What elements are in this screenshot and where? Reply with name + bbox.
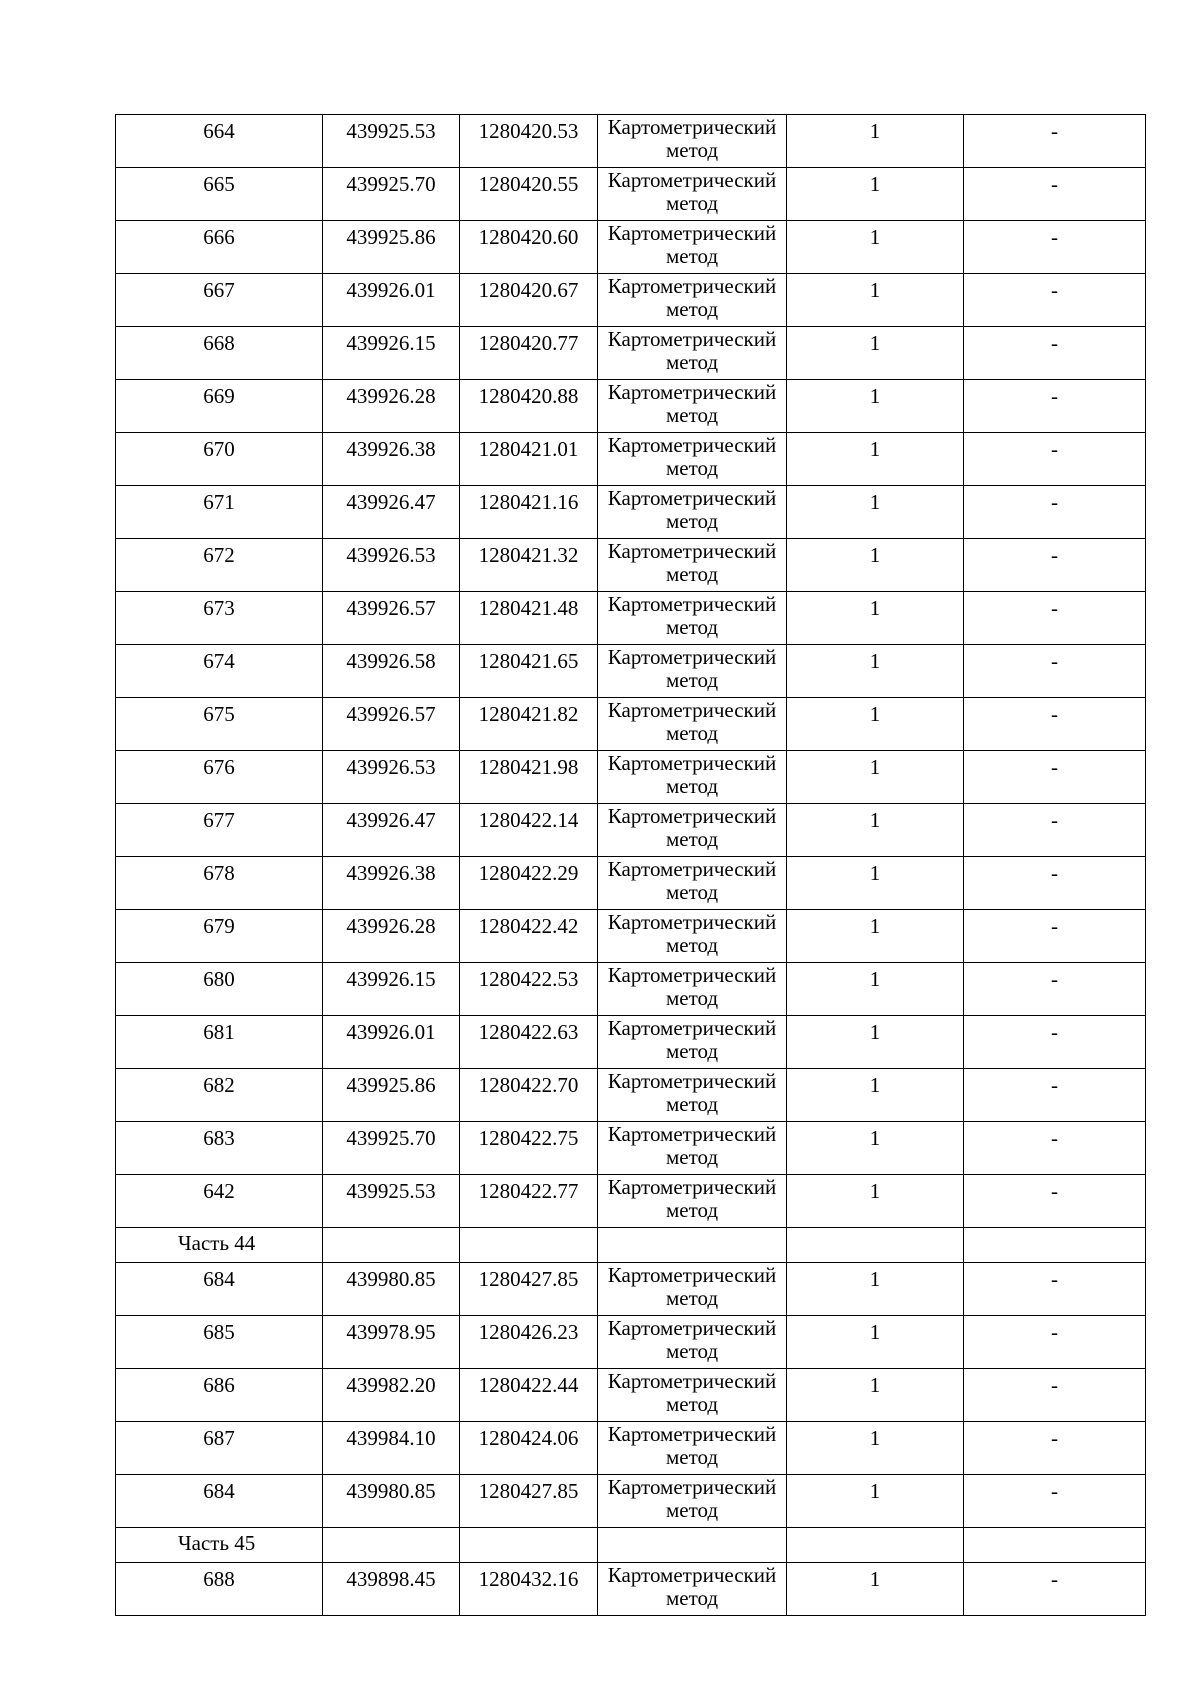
y-coordinate-cell: 1280421.16: [460, 486, 598, 539]
method-text-line2: метод: [665, 1445, 719, 1469]
note-cell: -: [964, 1422, 1146, 1475]
note-cell: -: [964, 1316, 1146, 1369]
table-row: [116, 910, 1146, 963]
empty-cell: [787, 1228, 964, 1263]
point-number-cell: 668: [116, 327, 323, 380]
method-text-line2: метод: [665, 880, 719, 904]
method-cell: [598, 221, 787, 274]
point-number-cell: 642: [116, 1175, 323, 1228]
table-row: [116, 751, 1146, 804]
note-cell: -: [964, 1369, 1146, 1422]
table-row: [116, 380, 1146, 433]
method-text-line2: метод: [665, 1198, 719, 1222]
accuracy-cell: 1: [787, 1263, 964, 1316]
method-text-line1: Картометрический: [607, 1422, 777, 1446]
table-row: [116, 1316, 1146, 1369]
method-text-line1: Картометрический: [607, 645, 777, 669]
method-text-line1: Картометрический: [607, 168, 777, 192]
accuracy-cell: 1: [787, 1016, 964, 1069]
method-text-line2: метод: [665, 668, 719, 692]
table-row: [116, 1369, 1146, 1422]
point-number-cell: 666: [116, 221, 323, 274]
point-number-cell: 669: [116, 380, 323, 433]
point-number-cell: 679: [116, 910, 323, 963]
method-text-line2: метод: [665, 774, 719, 798]
method-text-line1: Картометрический: [607, 1263, 777, 1287]
y-coordinate-cell: 1280420.60: [460, 221, 598, 274]
accuracy-cell: 1: [787, 539, 964, 592]
point-number-cell: 684: [116, 1475, 323, 1528]
accuracy-cell: 1: [787, 698, 964, 751]
table-row: [116, 1263, 1146, 1316]
accuracy-cell: 1: [787, 804, 964, 857]
method-text-line2: метод: [665, 721, 719, 745]
note-cell: -: [964, 115, 1146, 168]
accuracy-cell: 1: [787, 963, 964, 1016]
y-coordinate-cell: 1280422.42: [460, 910, 598, 963]
y-coordinate-cell: 1280422.53: [460, 963, 598, 1016]
method-cell: [598, 592, 787, 645]
accuracy-cell: 1: [787, 1069, 964, 1122]
x-coordinate-cell: 439980.85: [323, 1263, 460, 1316]
method-text-line2: метод: [665, 509, 719, 533]
empty-cell: [323, 1528, 460, 1563]
x-coordinate-cell: 439926.57: [323, 698, 460, 751]
method-cell: [598, 327, 787, 380]
point-number-cell: 683: [116, 1122, 323, 1175]
point-number-cell: 685: [116, 1316, 323, 1369]
method-text-line2: метод: [665, 1392, 719, 1416]
method-text-line2: метод: [665, 1145, 719, 1169]
method-text-line1: Картометрический: [607, 1016, 777, 1040]
note-cell: -: [964, 1563, 1146, 1616]
table-row: [116, 274, 1146, 327]
x-coordinate-cell: 439925.53: [323, 115, 460, 168]
section-row: [116, 1228, 1146, 1263]
x-coordinate-cell: 439984.10: [323, 1422, 460, 1475]
method-cell: [598, 1016, 787, 1069]
y-coordinate-cell: 1280420.88: [460, 380, 598, 433]
accuracy-cell: 1: [787, 221, 964, 274]
x-coordinate-cell: 439926.53: [323, 751, 460, 804]
point-number-cell: 667: [116, 274, 323, 327]
y-coordinate-cell: 1280421.32: [460, 539, 598, 592]
point-number-cell: 674: [116, 645, 323, 698]
point-number-cell: 681: [116, 1016, 323, 1069]
table-row: [116, 645, 1146, 698]
y-coordinate-cell: 1280421.98: [460, 751, 598, 804]
section-row: [116, 1528, 1146, 1563]
accuracy-cell: 1: [787, 1122, 964, 1175]
table-row: [116, 1563, 1146, 1616]
y-coordinate-cell: 1280421.65: [460, 645, 598, 698]
note-cell: -: [964, 327, 1146, 380]
accuracy-cell: 1: [787, 751, 964, 804]
method-text-line2: метод: [665, 1092, 719, 1116]
x-coordinate-cell: 439926.01: [323, 1016, 460, 1069]
y-coordinate-cell: 1280427.85: [460, 1475, 598, 1528]
method-cell: [598, 1563, 787, 1616]
note-cell: -: [964, 168, 1146, 221]
x-coordinate-cell: 439926.47: [323, 804, 460, 857]
point-number-cell: 676: [116, 751, 323, 804]
y-coordinate-cell: 1280420.53: [460, 115, 598, 168]
y-coordinate-cell: 1280422.70: [460, 1069, 598, 1122]
table-row: [116, 1122, 1146, 1175]
note-cell: -: [964, 804, 1146, 857]
method-text-line1: Картометрический: [607, 486, 777, 510]
accuracy-cell: 1: [787, 1475, 964, 1528]
x-coordinate-cell: 439925.86: [323, 221, 460, 274]
x-coordinate-cell: 439898.45: [323, 1563, 460, 1616]
method-text-line2: метод: [665, 1586, 719, 1610]
note-cell: -: [964, 910, 1146, 963]
method-text-line2: метод: [665, 191, 719, 215]
method-cell: [598, 963, 787, 1016]
method-cell: [598, 380, 787, 433]
y-coordinate-cell: 1280424.06: [460, 1422, 598, 1475]
note-cell: -: [964, 592, 1146, 645]
y-coordinate-cell: 1280421.01: [460, 433, 598, 486]
empty-cell: [460, 1228, 598, 1263]
point-number-cell: 680: [116, 963, 323, 1016]
accuracy-cell: 1: [787, 592, 964, 645]
table-row: [116, 539, 1146, 592]
y-coordinate-cell: 1280422.44: [460, 1369, 598, 1422]
x-coordinate-cell: 439925.53: [323, 1175, 460, 1228]
note-cell: -: [964, 1175, 1146, 1228]
method-cell: [598, 486, 787, 539]
x-coordinate-cell: 439926.38: [323, 857, 460, 910]
method-text-line2: метод: [665, 456, 719, 480]
point-number-cell: 672: [116, 539, 323, 592]
point-number-cell: 682: [116, 1069, 323, 1122]
method-text-line1: Картометрический: [607, 1122, 777, 1146]
point-number-cell: 664: [116, 115, 323, 168]
method-text-line1: Картометрический: [607, 1069, 777, 1093]
method-text-line1: Картометрический: [607, 539, 777, 563]
x-coordinate-cell: 439980.85: [323, 1475, 460, 1528]
table-row: [116, 698, 1146, 751]
y-coordinate-cell: 1280421.48: [460, 592, 598, 645]
y-coordinate-cell: 1280426.23: [460, 1316, 598, 1369]
y-coordinate-cell: 1280432.16: [460, 1563, 598, 1616]
note-cell: -: [964, 698, 1146, 751]
method-cell: [598, 1263, 787, 1316]
note-cell: -: [964, 274, 1146, 327]
method-text-line1: Картометрический: [607, 1175, 777, 1199]
note-cell: -: [964, 1016, 1146, 1069]
y-coordinate-cell: 1280422.29: [460, 857, 598, 910]
x-coordinate-cell: 439982.20: [323, 1369, 460, 1422]
method-cell: [598, 1316, 787, 1369]
table-row: [116, 115, 1146, 168]
note-cell: -: [964, 380, 1146, 433]
table-row: [116, 592, 1146, 645]
method-text-line1: Картометрический: [607, 1369, 777, 1393]
empty-cell: [598, 1228, 787, 1263]
y-coordinate-cell: 1280420.67: [460, 274, 598, 327]
accuracy-cell: 1: [787, 327, 964, 380]
method-cell: [598, 698, 787, 751]
x-coordinate-cell: 439926.47: [323, 486, 460, 539]
method-text-line2: метод: [665, 827, 719, 851]
method-cell: [598, 433, 787, 486]
note-cell: -: [964, 1122, 1146, 1175]
method-text-line2: метод: [665, 562, 719, 586]
method-text-line2: метод: [665, 297, 719, 321]
note-cell: -: [964, 751, 1146, 804]
note-cell: -: [964, 539, 1146, 592]
x-coordinate-cell: 439978.95: [323, 1316, 460, 1369]
x-coordinate-cell: 439926.01: [323, 274, 460, 327]
table-row: [116, 327, 1146, 380]
table-row: [116, 804, 1146, 857]
method-cell: [598, 1069, 787, 1122]
note-cell: -: [964, 433, 1146, 486]
method-cell: [598, 645, 787, 698]
method-text-line1: Картометрический: [607, 1563, 777, 1587]
note-cell: -: [964, 1263, 1146, 1316]
note-cell: -: [964, 645, 1146, 698]
accuracy-cell: 1: [787, 1175, 964, 1228]
method-text-line1: Картометрический: [607, 433, 777, 457]
table-row: [116, 857, 1146, 910]
method-text-line2: метод: [665, 1286, 719, 1310]
empty-cell: [964, 1528, 1146, 1563]
method-text-line1: Картометрический: [607, 1316, 777, 1340]
table-row: [116, 221, 1146, 274]
x-coordinate-cell: 439926.53: [323, 539, 460, 592]
point-number-cell: 677: [116, 804, 323, 857]
y-coordinate-cell: 1280420.55: [460, 168, 598, 221]
empty-cell: [460, 1528, 598, 1563]
y-coordinate-cell: 1280422.75: [460, 1122, 598, 1175]
point-number-cell: 671: [116, 486, 323, 539]
table-row: [116, 1422, 1146, 1475]
method-text-line2: метод: [665, 138, 719, 162]
method-text-line1: Картометрический: [607, 115, 777, 139]
accuracy-cell: 1: [787, 1316, 964, 1369]
method-cell: [598, 168, 787, 221]
method-text-line1: Картометрический: [607, 963, 777, 987]
method-text-line1: Картометрический: [607, 857, 777, 881]
x-coordinate-cell: 439925.86: [323, 1069, 460, 1122]
table-row: [116, 1475, 1146, 1528]
y-coordinate-cell: 1280421.82: [460, 698, 598, 751]
method-cell: [598, 751, 787, 804]
method-cell: [598, 857, 787, 910]
section-label-cell: Часть 45: [116, 1528, 323, 1563]
y-coordinate-cell: 1280422.14: [460, 804, 598, 857]
accuracy-cell: 1: [787, 274, 964, 327]
note-cell: -: [964, 486, 1146, 539]
note-cell: -: [964, 1475, 1146, 1528]
point-number-cell: 665: [116, 168, 323, 221]
point-number-cell: 678: [116, 857, 323, 910]
method-cell: [598, 910, 787, 963]
point-number-cell: 673: [116, 592, 323, 645]
point-number-cell: 686: [116, 1369, 323, 1422]
section-label-cell: Часть 44: [116, 1228, 323, 1263]
method-text-line2: метод: [665, 1339, 719, 1363]
accuracy-cell: 1: [787, 910, 964, 963]
accuracy-cell: 1: [787, 115, 964, 168]
method-text-line2: метод: [665, 350, 719, 374]
note-cell: -: [964, 1069, 1146, 1122]
method-text-line1: Картометрический: [607, 327, 777, 351]
point-number-cell: 684: [116, 1263, 323, 1316]
method-text-line2: метод: [665, 986, 719, 1010]
x-coordinate-cell: 439926.15: [323, 963, 460, 1016]
accuracy-cell: 1: [787, 380, 964, 433]
method-text-line2: метод: [665, 244, 719, 268]
accuracy-cell: 1: [787, 857, 964, 910]
table-row: [116, 1069, 1146, 1122]
method-text-line1: Картометрический: [607, 221, 777, 245]
empty-cell: [598, 1528, 787, 1563]
method-cell: [598, 539, 787, 592]
x-coordinate-cell: 439926.28: [323, 380, 460, 433]
method-cell: [598, 804, 787, 857]
point-number-cell: 687: [116, 1422, 323, 1475]
note-cell: -: [964, 221, 1146, 274]
accuracy-cell: 1: [787, 645, 964, 698]
method-text-line2: метод: [665, 1039, 719, 1063]
method-cell: [598, 1369, 787, 1422]
method-text-line2: метод: [665, 1498, 719, 1522]
method-cell: [598, 1175, 787, 1228]
point-number-cell: 675: [116, 698, 323, 751]
x-coordinate-cell: 439925.70: [323, 1122, 460, 1175]
table-row: [116, 1016, 1146, 1069]
table-row: [116, 486, 1146, 539]
x-coordinate-cell: 439925.70: [323, 168, 460, 221]
method-cell: [598, 115, 787, 168]
method-cell: [598, 274, 787, 327]
method-text-line1: Картометрический: [607, 1475, 777, 1499]
accuracy-cell: 1: [787, 1563, 964, 1616]
accuracy-cell: 1: [787, 1422, 964, 1475]
empty-cell: [964, 1228, 1146, 1263]
accuracy-cell: 1: [787, 486, 964, 539]
accuracy-cell: 1: [787, 1369, 964, 1422]
x-coordinate-cell: 439926.38: [323, 433, 460, 486]
method-text-line1: Картометрический: [607, 380, 777, 404]
coordinates-table: [115, 114, 1146, 1616]
note-cell: -: [964, 963, 1146, 1016]
point-number-cell: 688: [116, 1563, 323, 1616]
empty-cell: [787, 1528, 964, 1563]
table-row: [116, 963, 1146, 1016]
coordinates-table-body: [116, 115, 1146, 1616]
y-coordinate-cell: 1280422.63: [460, 1016, 598, 1069]
point-number-cell: 670: [116, 433, 323, 486]
method-cell: [598, 1122, 787, 1175]
empty-cell: [323, 1228, 460, 1263]
y-coordinate-cell: 1280422.77: [460, 1175, 598, 1228]
method-text-line2: метод: [665, 615, 719, 639]
method-text-line2: метод: [665, 403, 719, 427]
x-coordinate-cell: 439926.58: [323, 645, 460, 698]
table-row: [116, 433, 1146, 486]
method-cell: [598, 1475, 787, 1528]
note-cell: -: [964, 857, 1146, 910]
method-text-line1: Картометрический: [607, 804, 777, 828]
x-coordinate-cell: 439926.28: [323, 910, 460, 963]
method-text-line1: Картометрический: [607, 910, 777, 934]
accuracy-cell: 1: [787, 433, 964, 486]
accuracy-cell: 1: [787, 168, 964, 221]
method-text-line1: Картометрический: [607, 592, 777, 616]
y-coordinate-cell: 1280420.77: [460, 327, 598, 380]
y-coordinate-cell: 1280427.85: [460, 1263, 598, 1316]
x-coordinate-cell: 439926.57: [323, 592, 460, 645]
table-row: [116, 1175, 1146, 1228]
method-text-line1: Картометрический: [607, 274, 777, 298]
method-text-line1: Картометрический: [607, 751, 777, 775]
x-coordinate-cell: 439926.15: [323, 327, 460, 380]
method-text-line2: метод: [665, 933, 719, 957]
table-row: [116, 168, 1146, 221]
method-cell: [598, 1422, 787, 1475]
method-text-line1: Картометрический: [607, 698, 777, 722]
